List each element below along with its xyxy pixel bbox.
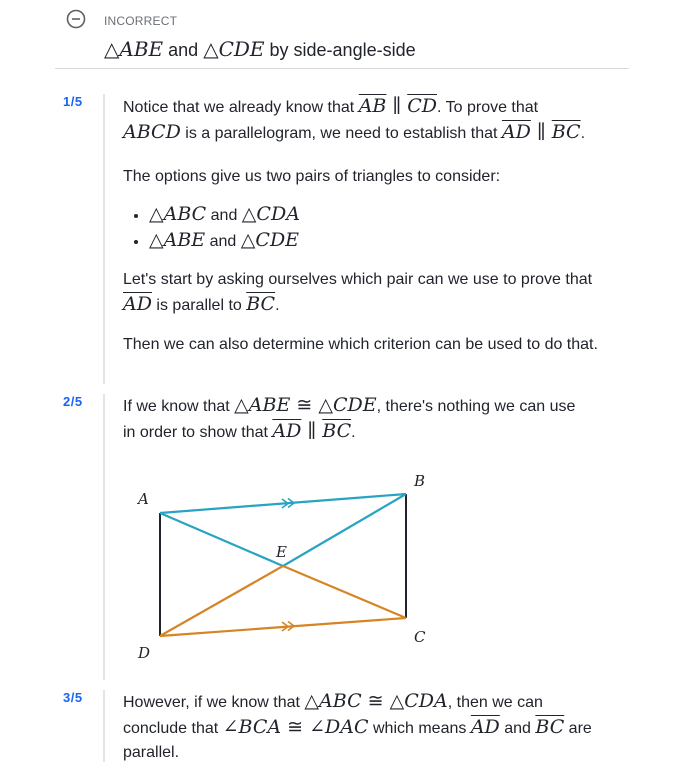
segment-ae (160, 513, 283, 566)
step-1-paragraph-1: Notice that we already know that $\overline{AB}$ ∥ $\overline{CD}$. To prove that ABCD is a parallelogram, we need to establish that $\overline{AD}$ ∥ $\overline{BC}$. (123, 95, 586, 143)
answer-choice-text: △ABE and △CDE by side-angle-side (104, 37, 416, 61)
step-1-rail (103, 94, 105, 384)
header-divider (55, 68, 629, 69)
step-1-paragraph-2: The options give us two pairs of triangles to consider: (123, 168, 501, 185)
step-2-paragraph: If we know that △ABE ≅ △CDE, there's nothing we can use in order to show that $\overline{AD}$ ∥ $\overline{BC}$. (123, 394, 576, 442)
vertex-label-d: D (138, 644, 151, 662)
triangle-pair-list (123, 202, 300, 254)
segment-de (160, 566, 283, 636)
step-2-rail (103, 394, 105, 680)
vertex-label-b: B (414, 472, 426, 490)
step-number-1: 1/5 (63, 94, 83, 109)
segment-ec (283, 566, 406, 618)
step-3-paragraph: However, if we know that △ABC ≅ △CDA, then we can conclude that ∠BCA ≅ ∠DAC which means $\overline{AD}$ and $\overline{BC}$ are parallel. (123, 690, 592, 761)
segment-dc (160, 618, 406, 636)
vertex-label-a: A (138, 490, 149, 508)
step-3-rail (103, 690, 105, 762)
vertex-label-c: C (414, 628, 426, 646)
step-1-paragraph-4: Then we can also determine which criterion can be used to do that. (123, 336, 598, 353)
step-1-paragraph-3: Let's start by asking ourselves which pair can we use to prove that $\overline{AD}$ is parallel to $\overline{BC}$. (123, 271, 593, 315)
step-number-3: 3/5 (63, 690, 83, 705)
status-label: INCORRECT (104, 14, 178, 28)
minus-circle-icon (66, 9, 86, 29)
parallelogram-diagram (123, 462, 453, 672)
step-number-2: 2/5 (63, 394, 83, 409)
list-item: • △ABC and △CDA (149, 202, 300, 228)
segment-eb (283, 494, 406, 566)
vertex-label-e: E (276, 543, 287, 561)
list-item: • △ABE and △CDE (149, 228, 300, 254)
segment-ab (160, 494, 406, 513)
